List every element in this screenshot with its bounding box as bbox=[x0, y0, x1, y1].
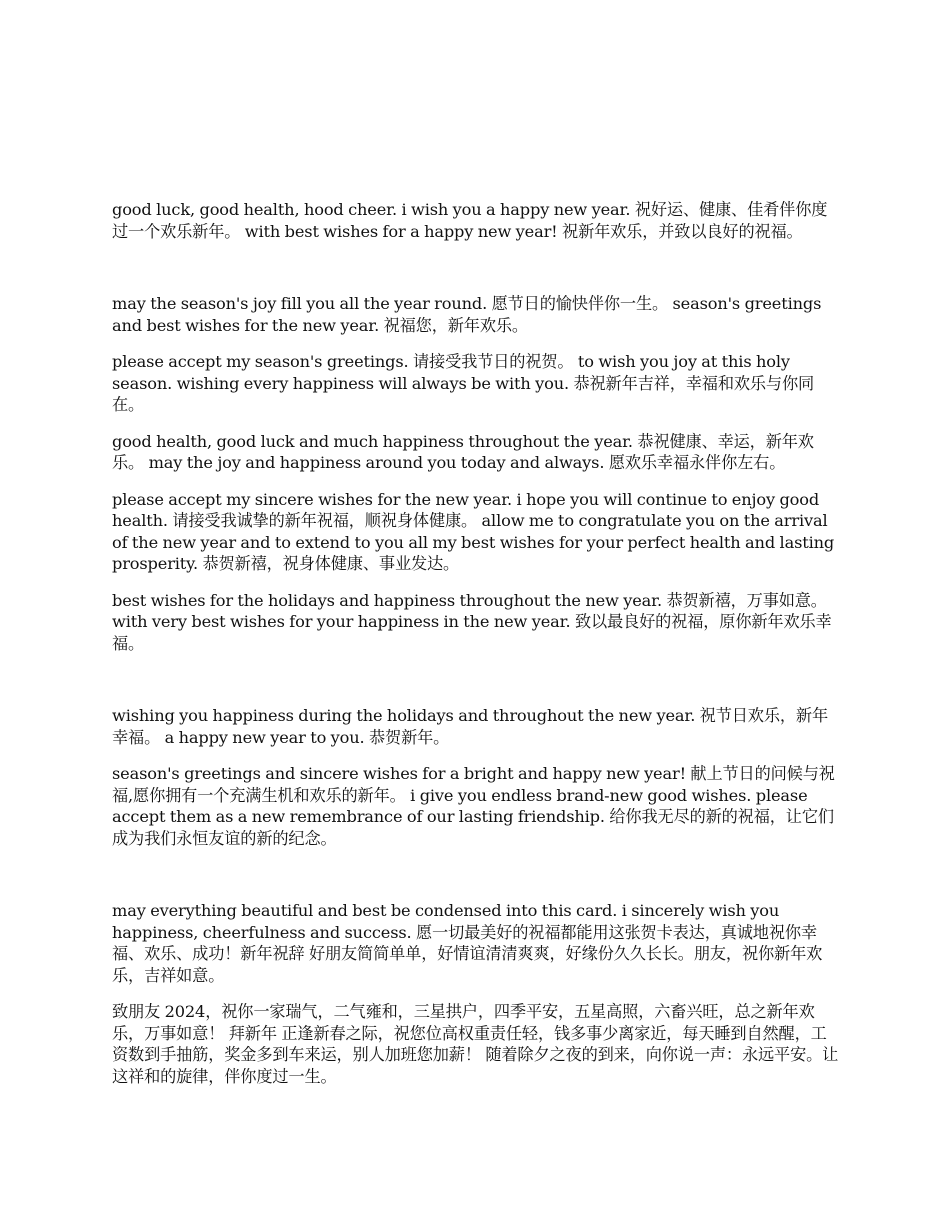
document-body bbox=[112, 199, 840, 1102]
paragraph-7: wishing you happiness during the holidays and throughout the new year. 祝节日欢乐，新年幸福。 a happy new year to you. 恭贺新年。 bbox=[112, 706, 828, 747]
paragraph-2: may the season's joy fill you all the year round. 愿节日的愉快伴你一生。 season's greetings and best wishes for the new year. 祝福您，新年欢乐。 bbox=[112, 294, 822, 335]
paragraph-3: please accept my season's greetings. 请接受我节日的祝贺。 to wish you joy at this holy season. wishing every happiness will always be with you. 恭祝新年吉祥，幸福和欢乐与你同在。 bbox=[112, 352, 815, 414]
paragraph-9: may everything beautiful and best be condensed into this card. i sincerely wish you happiness, cheerfulness and success. 愿一切最美好的祝福都能用这张贺卡表达，真诚地祝你幸福、欢乐、成功！新年祝辞 好朋友简简单单，好情谊清清爽爽，好缘份久久长长。朋友，祝你新年欢乐，吉祥如意。 bbox=[112, 901, 823, 985]
paragraph-5: please accept my sincere wishes for the new year. i hope you will continue to enjoy good health. 请接受我诚挚的新年祝福，顺祝身体健康。 allow me to congratulate you on the arrival of the new year and to extend to you all my best wishes for your perfect health and lasting prosperity. 恭贺新禧，祝身体健康、事业发达。 bbox=[112, 489, 835, 573]
paragraph-6: best wishes for the holidays and happiness throughout the new year. 恭贺新禧，万事如意。 with very best wishes for your happiness in the new year. 致以最良好的祝福，原你新年欢乐幸福。 bbox=[112, 590, 832, 653]
paragraph-10: 致朋友 2024，祝你一家瑞气，二气雍和，三星拱户，四季平安，五星高照，六畜兴旺，总之新年欢乐，万事如意！ 拜新年 正逢新春之际，祝您位高权重责任轻，钱多事少离家近，每天睡到自然醒，工资数到手抽筋，奖金多到车来运，别人加班您加薪！ 随着除夕之夜的到来，向你说一声：永远平安。让这祥和的旋律，伴你度过一生。 bbox=[112, 1002, 839, 1086]
paragraph-8: season's greetings and sincere wishes for a bright and happy new year! 献上节日的问候与祝福,愿你拥有一个充满生机和欢乐的新年。 i give you endless brand-new good wishes. please accept them as a new remembrance of our lasting friendship. 给你我无尽的新的祝福，让它们成为我们永恒友谊的新的纪念。 bbox=[112, 764, 835, 848]
paragraph-4: good health, good luck and much happiness throughout the year. 恭祝健康、幸运，新年欢乐。 may the joy and happiness around you today and always. 愿欢乐幸福永伴你左右。 bbox=[112, 431, 814, 472]
paragraph-1: good luck, good health, hood cheer. i wish you a happy new year. 祝好运、健康、佳肴伴你度过一个欢乐新年。 with best wishes for a happy new year! 祝新年欢乐，并致以良好的祝福。 bbox=[112, 200, 828, 241]
